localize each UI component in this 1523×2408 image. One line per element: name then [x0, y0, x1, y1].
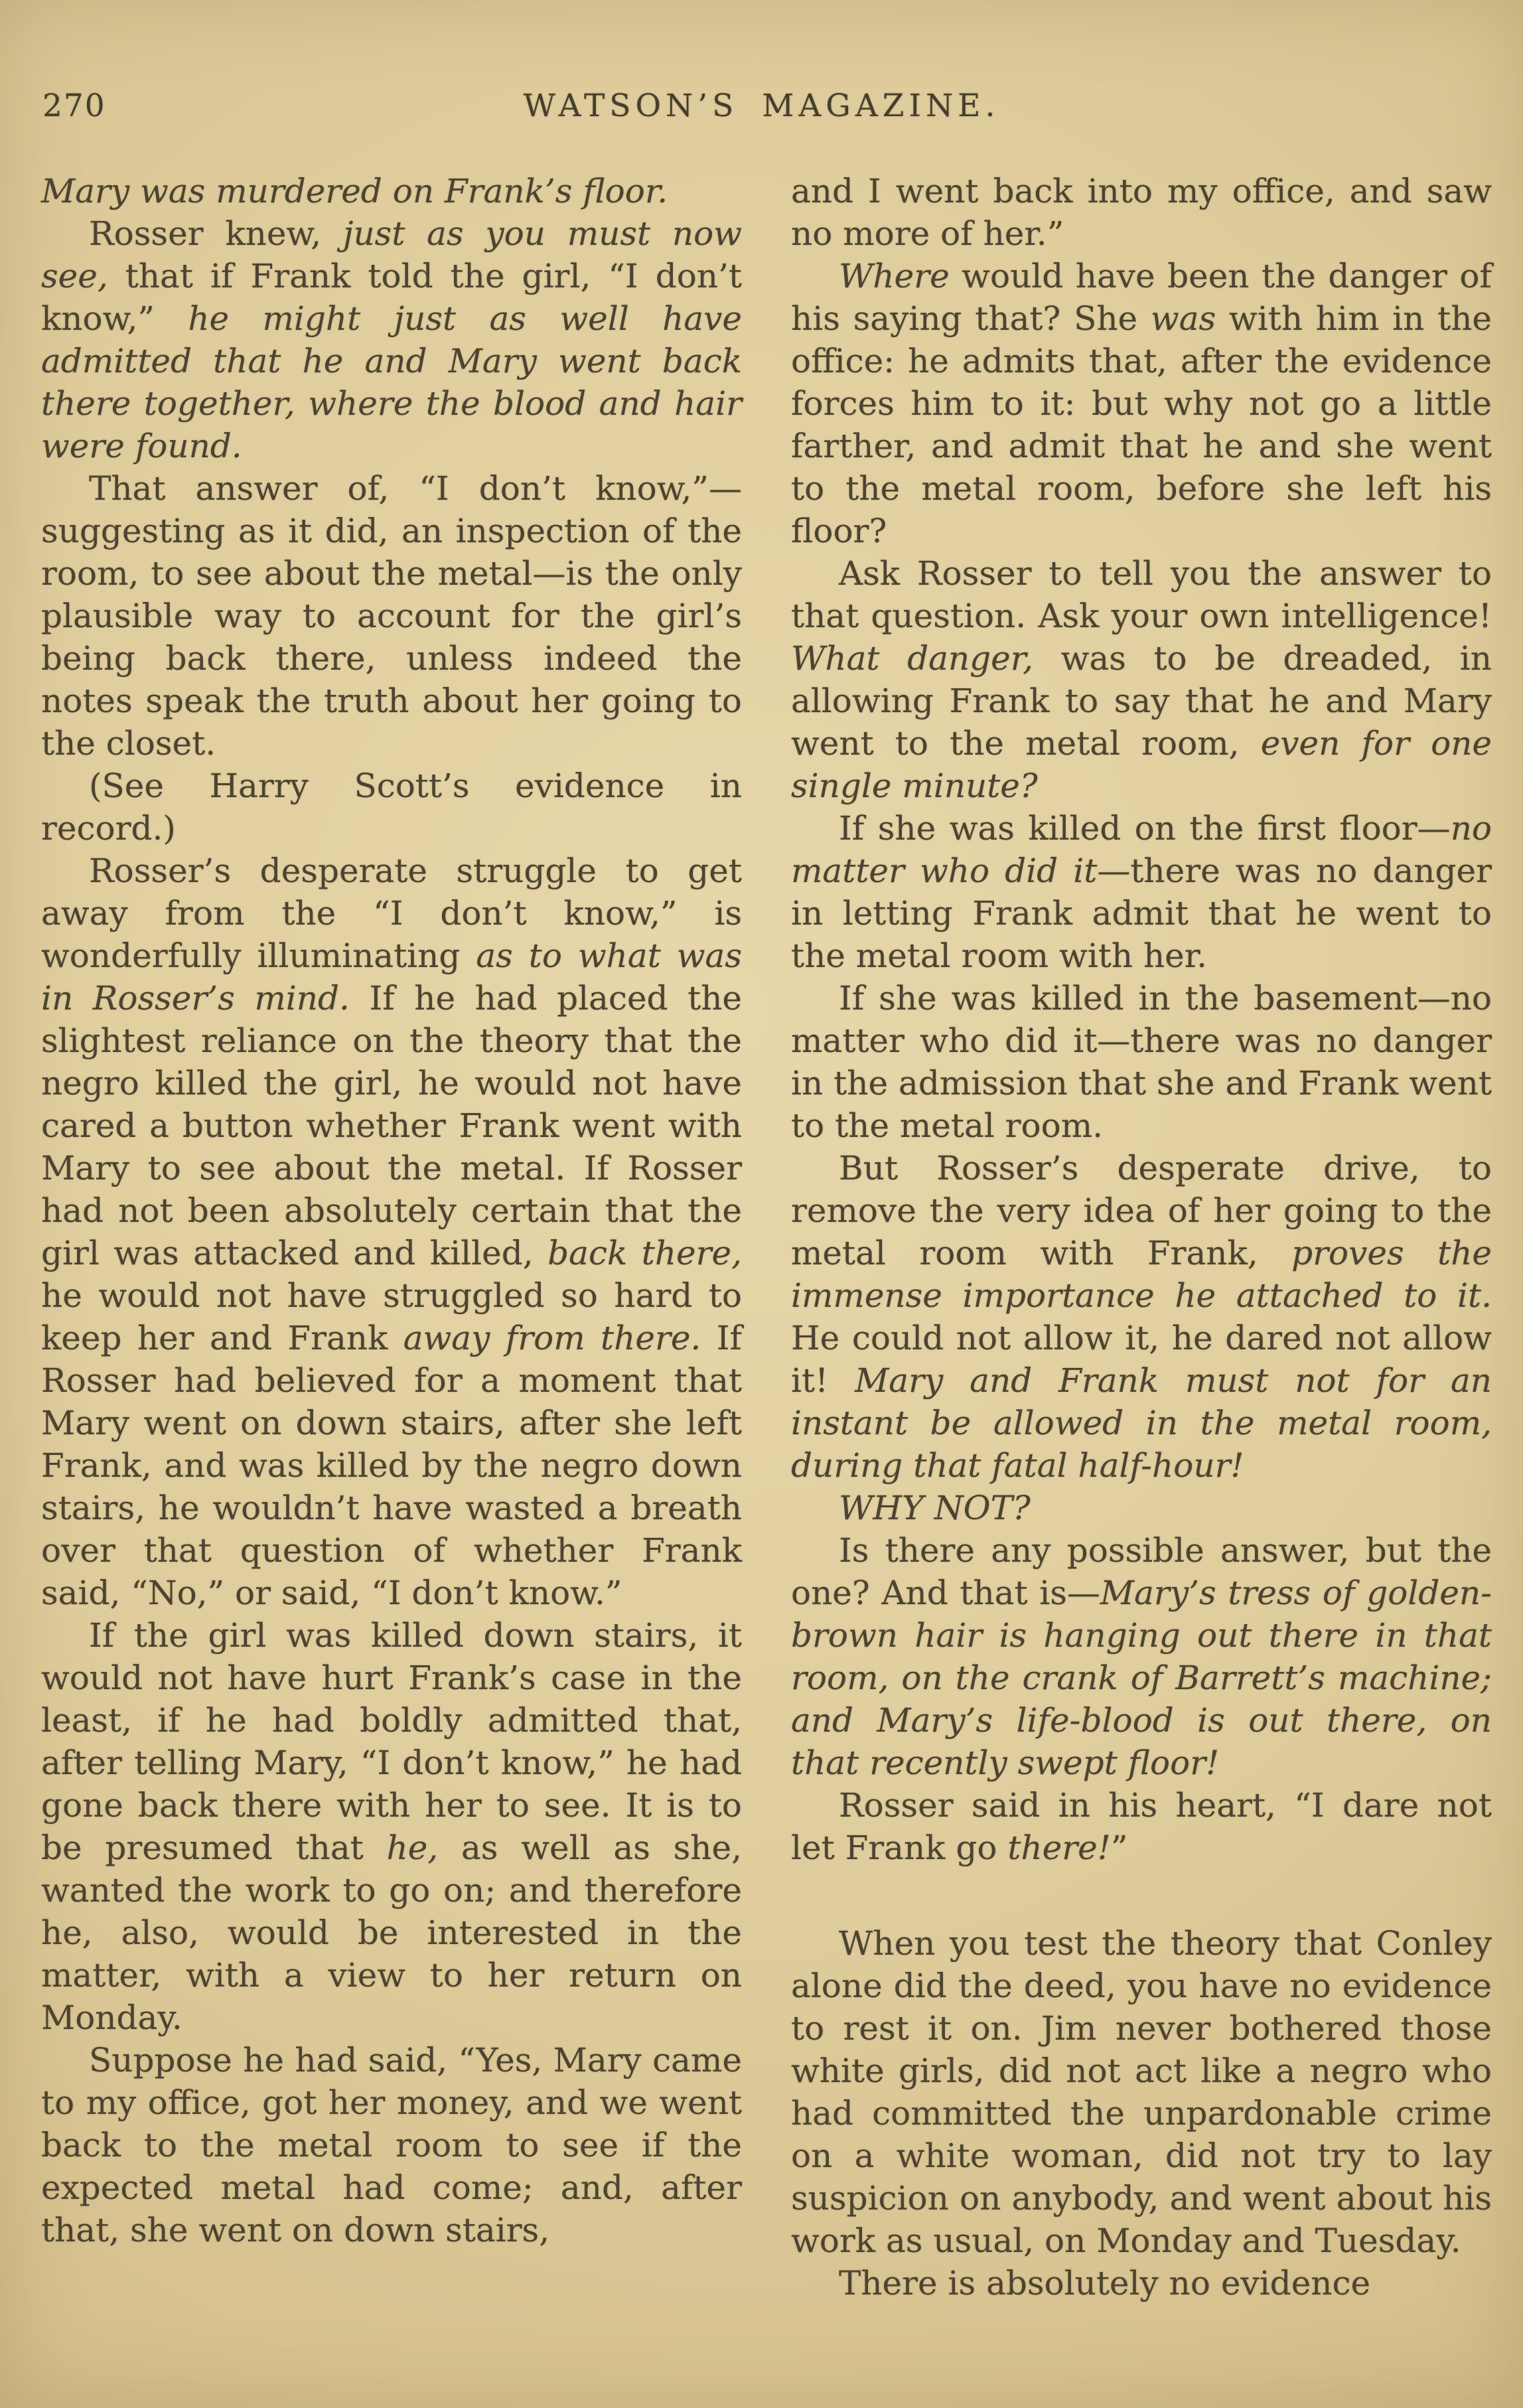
text-segment: If the girl was killed down stairs, it would not have hurt Frank’s case in the least, if he had boldly admitted that, after telling Mary, “I don’t know,” he had gone back there with her to see. It is to be presumed that [41, 1616, 742, 1867]
text-paragraph [791, 2262, 1492, 2304]
left-column [41, 170, 742, 2304]
text-segment: If he had placed the slightest reliance on the theory that the negro killed the girl, he would not have cared a button whether Frank went with Mary to see about the metal. If Rosser had not been absolutely certain that the girl was attacked and killed, [41, 979, 742, 1272]
text-paragraph [791, 1147, 1492, 1487]
text-segment: away from there. [403, 1319, 701, 1357]
text-segment: back there, [547, 1234, 743, 1272]
text-paragraph [41, 170, 742, 212]
right-column [791, 170, 1492, 2304]
text-segment: That answer of, “I don’t know,”—suggesting as it did, an inspection of the room, to see about the metal—is the only plausible way to account for the girl’s being back there, unless indeed the notes speak the truth about her going to the closet. [41, 469, 742, 763]
text-segment: If Rosser had believed for a moment that Mary went on down stairs, after she left Frank, and was killed by the negro down stairs, he wouldn’t have wasted a breath over that question of whether Frank said, “No,” or said, “I don’t know.” [41, 1319, 742, 1612]
text-segment: and I went back into my office, and saw no more of her.” [791, 172, 1492, 253]
text-segment: as to what was in Rosser’s mind. [41, 937, 743, 1017]
text-paragraph [791, 1922, 1492, 2262]
text-paragraph [791, 552, 1492, 807]
text-segment: ” [1110, 1829, 1128, 1867]
text-segment: he, [386, 1829, 439, 1867]
text-paragraph [791, 1487, 1492, 1529]
text-segment: Mary was murdered on Frank’s floor. [41, 172, 668, 210]
text-segment: He could not allow it, he dared not allow it! [791, 1319, 1492, 1400]
text-segment: Suppose he had said, “Yes, Mary came to my office, got her money, and we went back to the metal room to see if the expected metal had come; and, after that, she went on down stairs, [41, 2041, 742, 2249]
text-segment: Mary and Frank must not for an instant be allowed in the metal room, during that fatal half-hour! [791, 1361, 1492, 1485]
text-segment: no matter who did it [791, 809, 1492, 890]
text-paragraph [41, 212, 742, 467]
text-paragraph [791, 807, 1492, 977]
text-segment: (See Harry Scott’s evidence in record.) [41, 767, 742, 848]
text-paragraph [791, 170, 1492, 255]
text-segment: was [1150, 299, 1216, 338]
text-segment: Ask Rosser to tell you the answer to that question. Ask your own intelligence! [791, 554, 1492, 635]
text-segment: WHY NOT? [839, 1489, 1031, 1527]
text-segment: What danger, [791, 639, 1033, 678]
text-segment: There is absolutely no evidence [839, 2264, 1371, 2302]
text-segment: If she was killed on the first floor— [839, 809, 1451, 848]
text-segment: When you test the theory that Conley alone did the deed, you have no evidence to rest it on. Jim never bothered those white girls, did not act like a negro who had committed the unpardonable crime on a white woman, did not try to lay suspicion on anybody, and went about his work as usual, on Monday and Tuesday. [791, 1924, 1492, 2260]
text-segment: he would not have struggled so hard to keep her and Frank [41, 1276, 742, 1357]
text-paragraph [41, 765, 742, 850]
text-segment: there! [1007, 1829, 1111, 1867]
text-segment: Rosser knew, [89, 214, 343, 253]
text-segment: Rosser’s desperate struggle to get away from the “I don’t know,” is wonderfully illuminating [41, 852, 742, 975]
text-segment: was to be dreaded, in allowing Frank to say that he and Mary went to the metal room, [791, 639, 1492, 763]
text-segment: proves the immense importance he attached to it. [791, 1234, 1492, 1315]
text-segment: would have been the danger of his saying that? She [791, 257, 1492, 338]
text-segment: just as you must now see, [41, 214, 742, 295]
text-paragraph [41, 467, 742, 765]
text-paragraph [41, 1614, 742, 2039]
text-segment: he might just as well have admitted that he and Mary went back there together, where the blood and hair were found. [41, 299, 742, 465]
text-segment: Mary’s tress of golden-brown hair is hanging out there in that room, on the crank of Barrett’s machine; and Mary’s life-blood is out there, on that recently swept floor! [791, 1574, 1492, 1782]
text-paragraph [41, 850, 742, 1614]
text-segment: even for one single minute? [791, 724, 1492, 805]
text-paragraph [41, 2039, 742, 2251]
text-paragraph [791, 1529, 1492, 1784]
page-number: 270 [42, 88, 106, 124]
text-segment: Rosser said in his heart, “I dare not let Frank go [791, 1786, 1492, 1867]
text-segment: Is there any possible answer, but the one? And that is— [791, 1531, 1492, 1612]
text-segment: as well as she, wanted the work to go on; and therefore he, also, would be interested in the matter, with a view to her return on Monday. [41, 1829, 742, 2037]
text-segment: But Rosser’s desperate drive, to remove the very idea of her going to the metal room with Frank, [791, 1149, 1492, 1272]
text-segment: that if Frank told the girl, “I don’t know,” [41, 257, 742, 338]
text-paragraph [791, 977, 1492, 1147]
text-segment: If she was killed in the basement—no matter who did it—there was no danger in the admission that she and Frank went to the metal room. [791, 979, 1492, 1145]
text-segment: Where [839, 257, 950, 295]
text-columns [41, 170, 1492, 2304]
magazine-title: WATSON’S MAGAZINE. [523, 88, 1000, 124]
text-segment: with him in the office: he admits that, after the evidence forces him to it: but why not go a little farther, and admit that he and she went to the metal room, before she left his floor? [791, 299, 1492, 550]
text-segment: —there was no danger in letting Frank admit that he went to the metal room with her. [791, 852, 1492, 975]
text-paragraph [791, 1784, 1492, 1869]
text-paragraph [791, 255, 1492, 552]
